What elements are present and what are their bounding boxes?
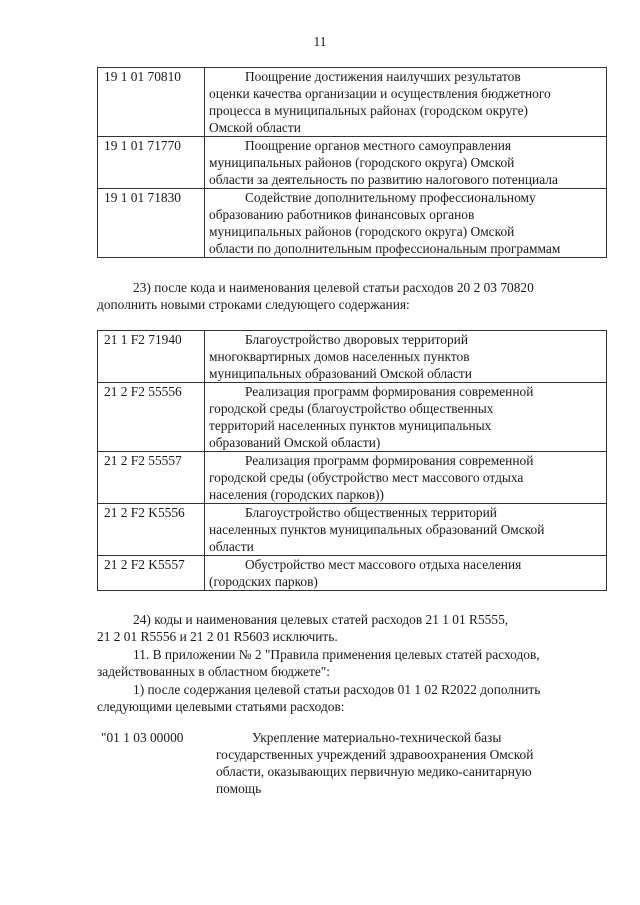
page-number: 11 [313,34,327,49]
article-code: 19 1 01 71830 [98,189,205,258]
target-articles-table-2 [97,330,607,591]
article-description: Благоустройство общественных территорий населенных пунктов муниципальных образований Омской области [205,504,607,556]
article-code: 19 1 01 70810 [98,68,205,137]
article-code: 21 2 F2 55556 [98,383,205,452]
target-articles-table-1 [97,67,607,258]
paragraph-24: 24) коды и наименования целевых статей расходов 21 1 01 R5555, 21 2 01 R5556 и 21 2 01 R5603 исключить. [97,612,509,644]
article-code: 21 2 F2 K5557 [98,556,205,591]
table-row [98,137,607,189]
paragraph-11: 11. В приложении № 2 "Правила применения целевых статей расходов, задействованных в областном бюджете": [97,647,540,679]
article-description: Благоустройство дворовых территорий многоквартирных домов населенных пунктов муниципальных образований Омской области [205,331,607,383]
article-description: Укрепление материально-технической базы государственных учреждений здравоохранения Омской области, оказывающих первичную медико-санитарную помощь [216,730,534,796]
article-description: Обустройство мест массового отдыха населения (городских парков) [205,556,607,591]
paragraph-1: 1) после содержания целевой статьи расходов 01 1 02 R2022 дополнить следующими целевыми статьями расходов: [97,682,541,714]
table-row [98,504,607,556]
article-description: Реализация программ формирования современной городской среды (обустройство мест массового отдыха населения (городских парков)) [205,452,607,504]
article-description: Поощрение органов местного самоуправления муниципальных районов (городского округа) Омской области за деятельность по развитию налогового потенциала [205,137,607,189]
table-row [98,452,607,504]
article-code: 19 1 01 71770 [98,137,205,189]
article-code: 21 1 F2 71940 [98,331,205,383]
article-description: Содействие дополнительному профессиональному образованию работников финансовых органов муниципальных районов (городского округа) Омской области по дополнительным профессиональным программам [205,189,607,258]
table-row [98,383,607,452]
article-description: Поощрение достижения наилучших результатов оценки качества организации и осуществления бюджетного процесса в муниципальных районах (городском округе) Омской области [205,68,607,137]
article-description: Реализация программ формирования современной городской среды (благоустройство общественных территорий населенных пунктов муниципальных образований Омской области) [205,383,607,452]
table-row [98,331,607,383]
table-row [98,556,607,591]
article-code: 21 2 F2 55557 [98,452,205,504]
article-code: "01 1 03 00000 [101,730,184,745]
table-row [98,189,607,258]
article-code: 21 2 F2 K5556 [98,504,205,556]
paragraph-23: 23) после кода и наименования целевой статьи расходов 20 2 03 70820 дополнить новыми строками следующего содержания: [97,280,534,312]
table-row [98,68,607,137]
